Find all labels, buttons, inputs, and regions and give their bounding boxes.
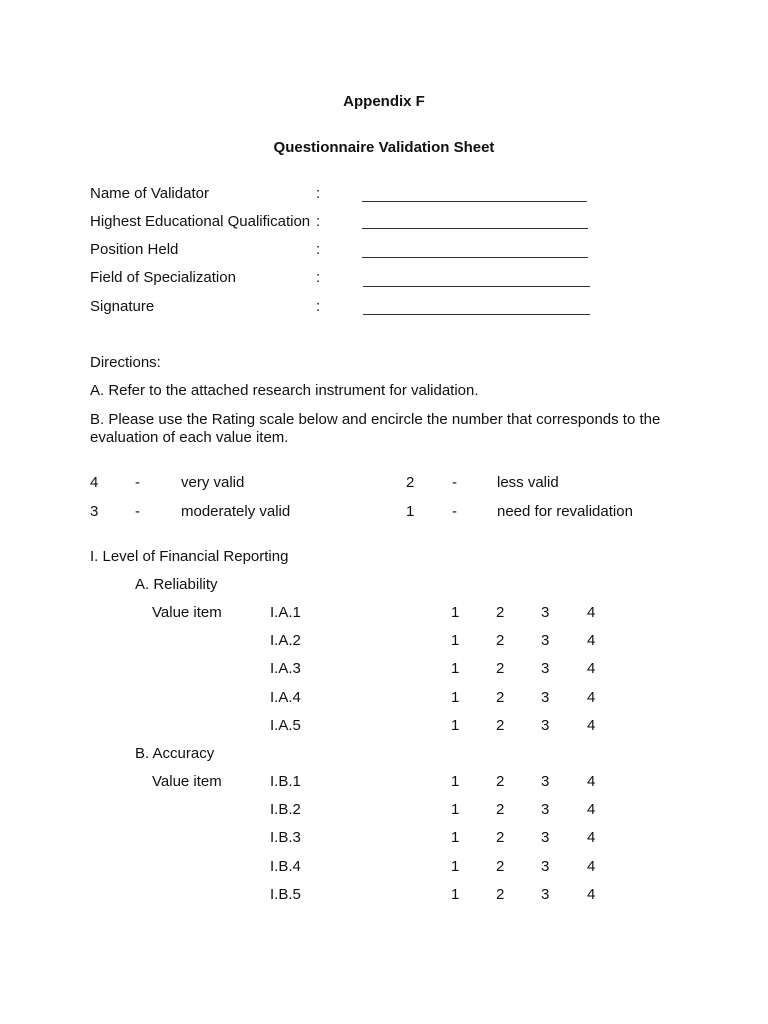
rating-option[interactable]: 4	[587, 858, 596, 875]
rating-option[interactable]: 4	[587, 660, 596, 677]
signature-blank-line[interactable]	[363, 314, 590, 315]
field-colon: :	[316, 241, 321, 258]
rating-option[interactable]: 4	[587, 604, 596, 621]
rating-option[interactable]: 1	[451, 773, 460, 790]
field-colon: :	[316, 269, 321, 286]
rating-option[interactable]: 3	[541, 717, 550, 734]
rating-dash: -	[452, 474, 457, 491]
rating-option[interactable]: 3	[541, 660, 550, 677]
rating-option[interactable]: 2	[496, 801, 505, 818]
value-item-label: Value item	[152, 773, 222, 790]
rating-option[interactable]: 2	[496, 689, 505, 706]
rating-option[interactable]: 1	[451, 829, 460, 846]
rating-dash: -	[135, 474, 140, 491]
field-colon: :	[316, 298, 321, 315]
rating-option[interactable]: 3	[541, 604, 550, 621]
specialization-blank-line[interactable]	[363, 286, 590, 287]
value-item-code: I.B.3	[270, 829, 301, 846]
rating-option[interactable]: 4	[587, 829, 596, 846]
rating-number: 4	[90, 474, 99, 491]
rating-option[interactable]: 1	[451, 604, 460, 621]
rating-option[interactable]: 4	[587, 689, 596, 706]
section-title: I. Level of Financial Reporting	[90, 548, 289, 565]
field-colon: :	[316, 185, 321, 202]
rating-dash: -	[135, 503, 140, 520]
value-item-code: I.B.1	[270, 773, 301, 790]
field-label-specialization: Field of Specialization	[90, 269, 236, 286]
subsection-title: B. Accuracy	[135, 745, 215, 762]
directions-heading: Directions:	[90, 354, 161, 371]
value-item-code: I.B.5	[270, 886, 301, 903]
value-item-code: I.B.2	[270, 801, 301, 818]
appendix-label: Appendix F	[343, 93, 425, 110]
value-item-code: I.A.1	[270, 604, 301, 621]
rating-option[interactable]: 1	[451, 801, 460, 818]
rating-number: 1	[406, 503, 415, 520]
position-blank-line[interactable]	[362, 257, 588, 258]
value-item-code: I.B.4	[270, 858, 301, 875]
field-colon: :	[316, 213, 321, 230]
rating-option[interactable]: 1	[451, 689, 460, 706]
rating-option[interactable]: 1	[451, 858, 460, 875]
field-label-name: Name of Validator	[90, 185, 209, 202]
field-label-position: Position Held	[90, 241, 179, 258]
rating-option[interactable]: 3	[541, 886, 550, 903]
rating-option[interactable]: 4	[587, 773, 596, 790]
direction-a: A. Refer to the attached research instrument for validation.	[90, 382, 479, 399]
value-item-code: I.A.5	[270, 717, 301, 734]
direction-b: B. Please use the Rating scale below and encircle the number that corresponds to the evaluation of each value item.	[90, 411, 661, 446]
rating-option[interactable]: 1	[451, 632, 460, 649]
rating-option[interactable]: 4	[587, 801, 596, 818]
page-title: Questionnaire Validation Sheet	[273, 139, 495, 156]
rating-option[interactable]: 2	[496, 773, 505, 790]
rating-option[interactable]: 3	[541, 801, 550, 818]
subsection-title: A. Reliability	[135, 576, 218, 593]
field-label-qualification: Highest Educational Qualification	[90, 213, 311, 230]
rating-option[interactable]: 4	[587, 886, 596, 903]
rating-dash: -	[452, 503, 457, 520]
rating-option[interactable]: 2	[496, 604, 505, 621]
rating-option[interactable]: 3	[541, 829, 550, 846]
rating-description: less valid	[497, 474, 559, 491]
rating-option[interactable]: 2	[496, 717, 505, 734]
rating-option[interactable]: 3	[541, 858, 550, 875]
rating-option[interactable]: 2	[496, 858, 505, 875]
rating-option[interactable]: 3	[541, 632, 550, 649]
rating-option[interactable]: 1	[451, 660, 460, 677]
rating-description: moderately valid	[181, 503, 291, 520]
rating-option[interactable]: 2	[496, 660, 505, 677]
rating-number: 2	[406, 474, 415, 491]
value-item-code: I.A.2	[270, 632, 301, 649]
name-blank-line[interactable]	[362, 201, 587, 202]
rating-option[interactable]: 3	[541, 689, 550, 706]
rating-option[interactable]: 1	[451, 717, 460, 734]
rating-number: 3	[90, 503, 99, 520]
rating-option[interactable]: 4	[587, 717, 596, 734]
value-item-label: Value item	[152, 604, 222, 621]
rating-option[interactable]: 2	[496, 886, 505, 903]
qualification-blank-line[interactable]	[362, 228, 588, 229]
rating-option[interactable]: 3	[541, 773, 550, 790]
rating-option[interactable]: 2	[496, 632, 505, 649]
value-item-code: I.A.4	[270, 689, 301, 706]
rating-option[interactable]: 1	[451, 886, 460, 903]
rating-option[interactable]: 2	[496, 829, 505, 846]
rating-option[interactable]: 4	[587, 632, 596, 649]
rating-description: very valid	[181, 474, 245, 491]
rating-description: need for revalidation	[497, 503, 633, 520]
value-item-code: I.A.3	[270, 660, 301, 677]
field-label-signature: Signature	[90, 298, 155, 315]
